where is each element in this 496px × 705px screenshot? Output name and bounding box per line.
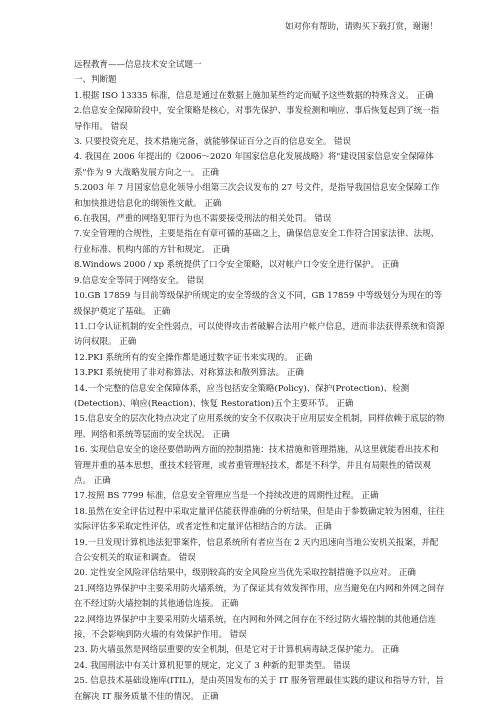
question-item: 22.网络边界保护中主要采用防火墙系统，在内网和外网之间存在不经过防火墙控制的其他通信连接，不会影响到防火墙的有效保护作用。 错误 — [74, 614, 437, 641]
document-title: 远程教育——信息技术安全试题一 — [74, 60, 202, 70]
question-item: 19.一旦发现计算机违法犯罪案件，信息系统所有者应当在 2 天内迅速向当地公安机关报案，并配合公安机关的取证和调查。 错误 — [74, 537, 439, 563]
question-item: 15.信息安全的层次化特点决定了应用系统的安全不仅取决于应用层安全机制，同样依赖于底层的物理、网络和系统等层面的安全状况。 正确 — [74, 414, 445, 440]
header-note: 如对你有帮助，请购买下载打赏，谢谢！ — [284, 22, 438, 32]
question-item: 12.PKI 系统所有的安全操作都是通过数字证书来实现的。 正确 — [74, 352, 313, 363]
question-item: 21.网络边界保护中主要采用防火墙系统，为了保证其有效发挥作用，应当避免在内网和外网之间存在不经过防火墙控制的其他通信连接。 正确 — [74, 583, 445, 610]
question-item: 2.信息安全保障阶段中，安全策略是核心，对事先保护、事发检测和响应、事后恢复起到了统一指导作用。 错误 — [74, 106, 440, 132]
question-item: 16. 实现信息安全的途径要借助两方面的控制措施：技术措施和管理措施，从这里就能看出技术和管理并重的基本思想，重技术轻管理，或者重管理轻技术，都是不科学，并且有局限性的错误观点。 正确 — [74, 445, 439, 486]
question-item: 6.在我国，严重的网络犯罪行为也不需要接受刑法的相关处罚。 错误 — [74, 214, 332, 225]
question-item: 20. 定性安全风险评估结果中，级别较高的安全风险应当优先采取控制措施予以应对。 正确 — [74, 568, 416, 579]
question-list — [74, 89, 446, 705]
question-item: 13.PKI 系统使用了非对称算法、对称算法和散列算法。 正确 — [74, 368, 304, 379]
question-item: 25. 信息技术基础设施库(ITIL)，是由英国发布的关于 IT 服务管理最佳实践的建议和指导方针，旨在解决 IT 服务质量不佳的情况。 正确 — [74, 676, 444, 702]
question-item: 24. 我国刑法中有关计算机犯罪的规定，定义了 3 种新的犯罪类型。 错误 — [74, 660, 351, 671]
question-item: 3. 只要投资充足，技术措施完备，就能够保证百分之百的信息安全。 错误 — [74, 137, 352, 148]
question-item: 17.按照 BS 7799 标准，信息安全管理应当是一个持续改进的周期性过程。 正确 — [74, 491, 379, 502]
question-item: 23. 防火墙虽然是网络层重要的安全机制，但是它对于计算机病毒缺乏保护能力。 正确 — [74, 645, 399, 656]
question-item: 10.GB 17859 与目前等级保护所规定的安全等级的含义不同，GB 17859 中等级划分为现在的等级保护奠定了基础。 正确 — [74, 291, 442, 317]
section-heading: 一、判断题 — [74, 75, 117, 86]
question-item: 7.安全管理的合规性，主要是指在有章可循的基础之上，确保信息安全工作符合国家法律、法规、行业标准、机构内部的方针和规定。 正确 — [74, 229, 440, 255]
question-item: 8.Windows 2000 / xp 系统提供了口令安全策略，以对帐户口令安全进行保护。 正确 — [74, 260, 399, 271]
question-item: 18.虽然在安全评估过程中采取定量评估能获得准确的分析结果，但是由于参数确定较为困难，往往实际评估多采取定性评估，或者定性和定量评估相结合的方法。 正确 — [74, 506, 445, 533]
question-item: 9.信息安全等同于网络安全。 错误 — [74, 275, 204, 286]
document-body — [74, 58, 446, 705]
question-item: 1.根据 ISO 13335 标准，信息是通过在数据上施加某些约定而赋予这些数据的特殊含义。 正确 — [74, 90, 434, 101]
question-item: 14.一个完整的信息安全保障体系，应当包括安全策略(Policy)、保护(Protection)、检测(Detection)、响应(Reaction)、恢复 Restoration)五个主要环节。 正确 — [74, 383, 410, 409]
question-item: 11.口令认证机制的安全性弱点，可以使得攻击者破解合法用户帐户信息，进而非法获得系统和资源访问权限。 正确 — [74, 321, 445, 348]
question-item: 4. 我国在 2006 年提出的《2006～2020 年国家信息化发展战略》将"建设国家信息安全保障体系"作为 9 大战略发展方向之一。 正确 — [74, 152, 434, 178]
question-item: 5.2003 年 7 月国家信息化领导小组第三次会议发布的 27 号文件，是指导我国信息安全保障工作和加快推进信息化的纲领性文献。 正确 — [74, 183, 440, 209]
